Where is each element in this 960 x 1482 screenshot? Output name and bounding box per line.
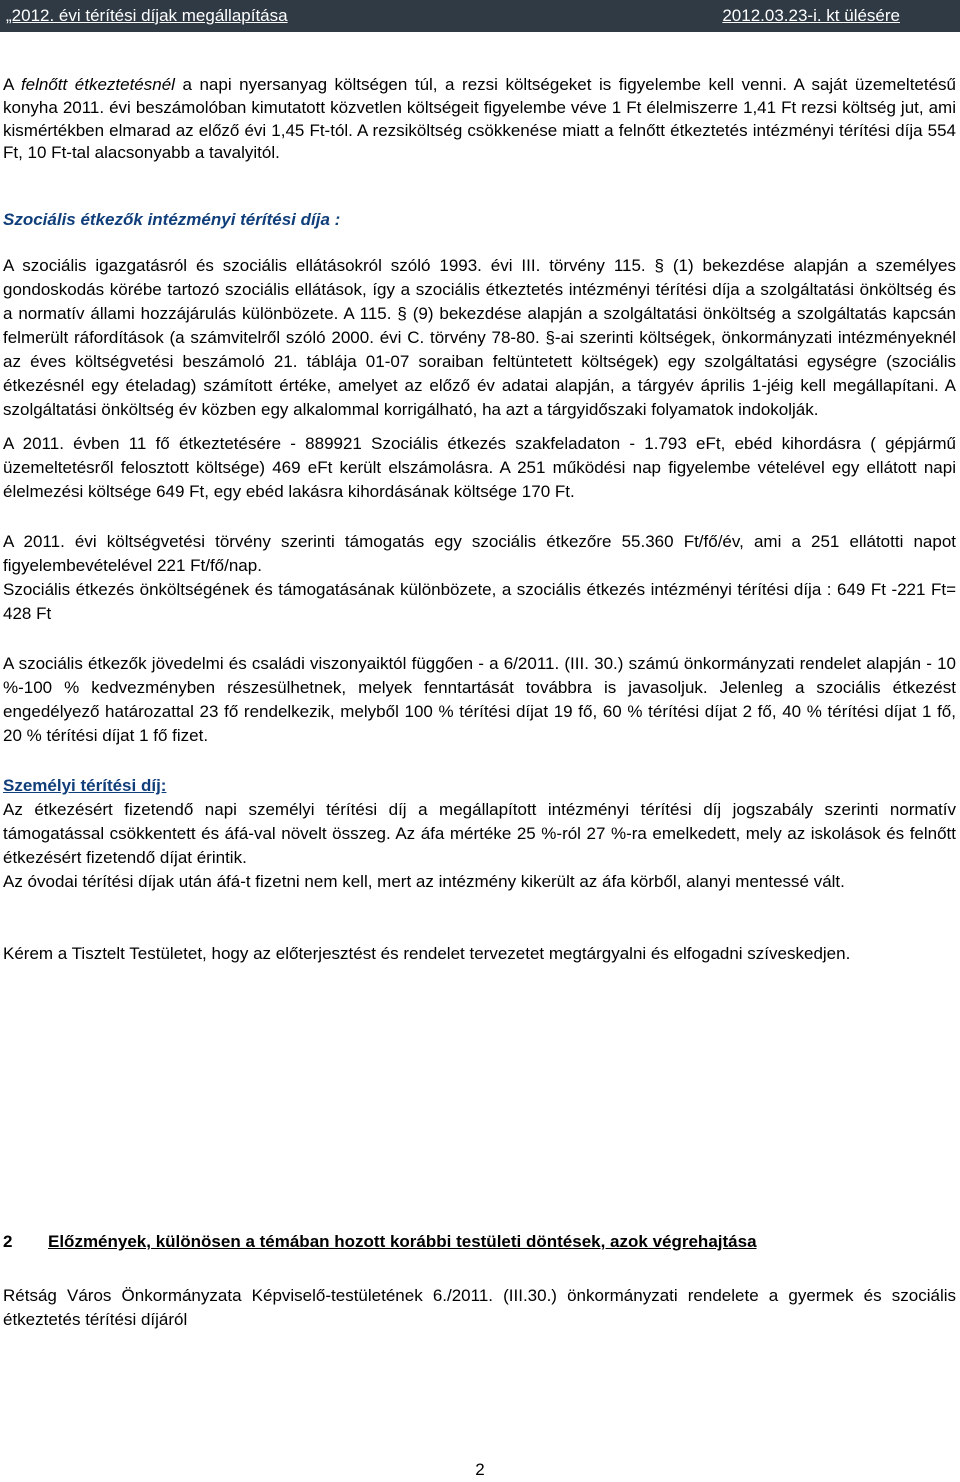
paragraph-request: Kérem a Tisztelt Testületet, hogy az előterjesztést és rendelet tervezetet megtárgyalni és elfogadni szíveskedjen. bbox=[3, 943, 851, 963]
heading-personal-fee: Személyi térítési díj: bbox=[3, 775, 167, 795]
paragraph-discounts: A szociális étkezők jövedelmi és családi viszonyaiktól függően - a 6/2011. (III. 30.) számú önkormányzati rendelet alapján - 10 %-100 % kedvezményben részesülhetnek, melyek fenntartását továbbra is javasoljuk. Jelenleg a szociális étkezést engedélyező határozattal 23 fő rendelkezik, melyből 100 % térítési díjat 19 fő, 60 % térítési díjat 2 fő, 40 % térítési díjat 1 fő, 20 % térítési díjat 1 fő fizet. bbox=[3, 653, 956, 745]
paragraph-state-support: A 2011. évi költségvetési törvény szerinti támogatás egy szociális étkezőre 55.360 Ft/fő/év, ami a 251 ellátotti napot figyelembevételével 221 Ft/fő/nap. bbox=[3, 531, 956, 575]
paragraph-adult-meals bbox=[3, 74, 956, 165]
page-number: 2 bbox=[475, 1460, 485, 1479]
paragraph-fee-difference: Szociális étkezés önköltségének és támogatásának különbözete, a szociális étkezés intézményi térítési díja : 649 Ft -221 Ft= 428 Ft bbox=[3, 579, 956, 623]
section-title: Előzmények, különösen a témában hozott korábbi testületi döntések, azok végrehajtása bbox=[48, 1232, 757, 1251]
paragraph-text: a napi nyersanyag költségen túl, a rezsi költségeket is figyelembe kell venni. A saját üzemeltetésű konyha 2011. évi beszámolóban kimutatott közvetlen költségeit figyelembe véve 1 Ft élelmiszerre 1,41 Ft rezsi költség jut, ami kismértékben elmarad az előző évi 1,45 Ft-tól. A rezsiköltség csökkenése miatt a felnőtt étkeztetés intézményi térítési díja 554 Ft, 10 Ft-tal alacsonyabb a tavalyitól. bbox=[3, 75, 956, 163]
document-body bbox=[3, 74, 956, 966]
previous-decree-text: Rétság Város Önkormányzata Képviselő-testületének 6./2011. (III.30.) önkormányzati rendelete a gyermek és szociális étkeztetés térítési díjáról bbox=[3, 1286, 956, 1329]
document-header bbox=[0, 0, 960, 32]
emphasis-adult-meals: felnőtt étkeztetésnél bbox=[20, 75, 175, 94]
heading-social-fee: Szociális étkezők intézményi térítési díja : bbox=[3, 210, 341, 230]
paragraph-lead: A bbox=[3, 75, 21, 94]
header-title: „2012. évi térítési díjak megállapítása bbox=[6, 6, 288, 25]
paragraph-kindergarten-vat: Az óvodai térítési díjak után áfá-t fizetni nem kell, mert az intézmény kikerült az áfa körből, alanyi mentessé vált. bbox=[3, 871, 845, 891]
header-meeting-date: 2012.03.23-i. kt ülésére bbox=[722, 6, 900, 25]
paragraph-2011-costs: A 2011. évben 11 fő étkeztetésére - 889921 Szociális étkezés szakfeladaton - 1.793 eFt, ebéd kihordásra ( gépjármű üzemeltetésről felosztott költsége) 469 eFt került elszámolásra. A 251 működési nap figyelembe vételével egy ellátott napi élelmezési költsége 649 Ft, egy ebéd lakásra kihordásának költsége 170 Ft. bbox=[3, 433, 956, 501]
paragraph-previous-decree bbox=[3, 1284, 956, 1332]
section-number: 2 bbox=[3, 1232, 13, 1251]
paragraph-social-law: A szociális igazgatásról és szociális ellátásokról szóló 1993. évi III. törvény 115. § (1) bekezdése alapján a személyes gondoskodás körébe tartozó szociális ellátások, így a szociális étkeztetés intézményi térítési díja a szolgáltatási önköltség és a normatív állami hozzájárulás különbözete. A 115. § (9) bekezdése alapján a szolgáltatási önköltség a szolgáltatás kapcsán felmerült ráfordítások (a számvitelről szóló 2000. évi C. törvény 78-80. §-ai szerinti költségek, önkormányzati intézményeknél az éves költségvetési beszámoló 21. táblája 01-07 soraiban feltüntetett költségek) egy szolgáltatási egységre (szociális étkezésnél egy ételadag) számított értéke, amelyet az előző év adatai alapján, a tárgyév április 1-jéig kell megállapítani. A szolgáltatási önköltség év közben egy alkalommal korrigálható, ha azt a tárgyidőszaki folyamatok indokolják. bbox=[3, 255, 956, 419]
paragraph-personal-fee: Az étkezésért fizetendő napi személyi térítési díj a megállapított intézményi térítési díj jogszabály szerinti normatív támogatással csökkentett és áfá-val növelt összeg. Az áfa mértéke 25 %-ról 27 %-ra emelkedett, mely az iskolások és felnőtt étkezésért fizetendő díjat érintik. bbox=[3, 799, 956, 867]
